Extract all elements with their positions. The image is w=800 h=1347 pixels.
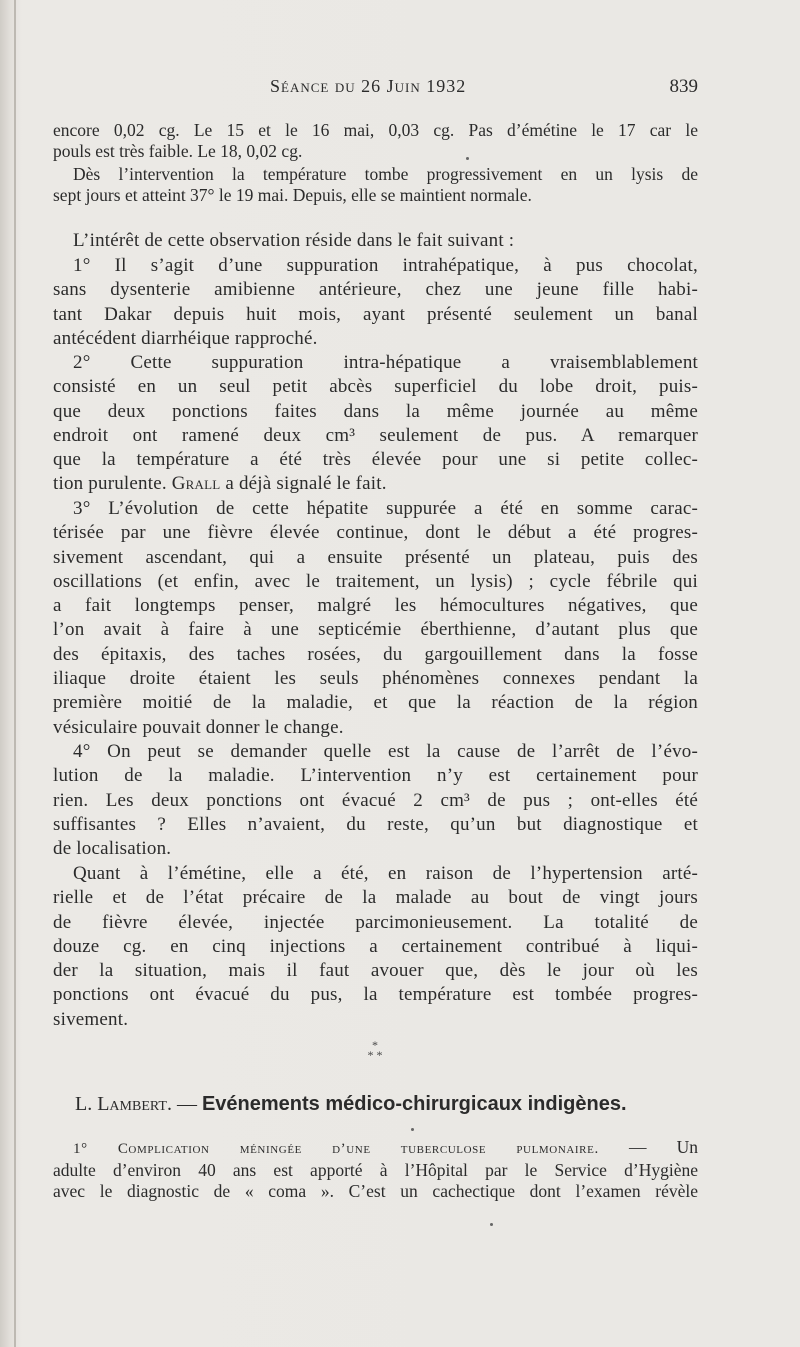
text-line: oscillations (et enfin, avec le traitement, un lysis) ; cycle fébrile qui (53, 570, 698, 592)
page-number: 839 (669, 76, 698, 97)
text-line (53, 1137, 698, 1160)
text-line: encore 0,02 cg. Le 15 et le 16 mai, 0,03 cg. Pas d’émétine le 17 car le (53, 120, 698, 140)
text-line: 3° L’évolution de cette hépatite suppurée a été en somme carac- (73, 498, 698, 519)
text-line: a fait longtemps penser, malgré les hémocultures négatives, que (53, 595, 698, 617)
text-line: ponctions ont évacué du pus, la température est tombée progres- (53, 984, 698, 1006)
paragraph-temperature (53, 164, 698, 206)
text-line: suffisantes ? Elles n’avaient, du reste, qu’un but diagnostique et (53, 813, 698, 835)
text-line: que la température a été très élevée pour une si petite collec- (53, 449, 698, 471)
text-line: 4° On peut se demander quelle est la cause de l’arrêt de l’évo- (73, 741, 698, 762)
text-line: sivement. (53, 1008, 129, 1030)
text-line: première moitié de la maladie, et que la réaction de la région (53, 692, 698, 714)
article-title: Evénements médico-chirurgicaux indigènes. (201, 1093, 627, 1115)
paragraph-point-2 (53, 351, 698, 497)
text-line: endroit ont ramené deux cm³ seulement de pus. A remarquer (53, 424, 698, 446)
paragraph-point-1 (53, 254, 698, 351)
text-line: 1° Il s’agit d’une suppuration intrahépatique, à pus chocolat, (73, 255, 698, 276)
text-line: térisée par une fièvre élevée continue, dont le début a été progres- (53, 522, 698, 544)
cited-author: Grall (171, 473, 221, 495)
paragraph-point-3 (53, 497, 698, 740)
text-line: que deux ponctions faites dans la même journée au même (53, 400, 698, 422)
text-line: de fièvre élevée, injectée parcimonieusement. La totalité de (53, 911, 698, 933)
text-line: adulte d’environ 40 ans est apporté à l’Hôpital par le Service d’Hygiène (53, 1160, 698, 1180)
paragraph-dosage (53, 120, 698, 162)
paragraph-case-1 (53, 1137, 698, 1202)
text-line: sivement ascendant, qui a ensuite présenté un plateau, puis des (53, 546, 698, 568)
text-line: vésiculaire pouvait donner le change. (53, 716, 344, 738)
text-fragment: — Un (598, 1137, 698, 1157)
print-speck (411, 1128, 414, 1131)
text-fragment: tion purulente. (53, 473, 172, 495)
paragraph-emetine (53, 862, 698, 1032)
section-title (75, 1093, 675, 1116)
text-line: pouls est très faible. Le 18, 0,02 cg. (53, 141, 303, 161)
text-line: tant Dakar depuis huit mois, ayant présenté seulement un banal (53, 303, 698, 325)
text-line: L’intérêt de cette observation réside dans le fait suivant : (73, 230, 515, 251)
text-line: rien. Les deux ponctions ont évacué 2 cm³ de pus ; ont-elles été (53, 789, 698, 811)
text-line: sept jours et atteint 37° le 19 mai. Depuis, elle se maintient normale. (53, 185, 532, 205)
author-initial: L. (75, 1093, 98, 1115)
title-dash: . — (166, 1093, 202, 1115)
page-header (54, 76, 698, 102)
text-line (53, 472, 698, 496)
text-line: douze cg. en cinq injections a certainement contribué à liqui- (53, 935, 698, 957)
text-line: iliaque droite étaient les seuls phénomènes connexes pendant la (53, 668, 698, 690)
text-line: avec le diagnostic de « coma ». C’est un cachectique dont l’examen révèle (53, 1181, 698, 1201)
text-line: l’on avait à faire à une septicémie éberthienne, d’autant plus que (53, 619, 698, 641)
asterism-top: * (372, 1038, 378, 1052)
text-line: der la situation, mais il faut avouer que, dès le jour où les (53, 960, 698, 982)
print-speck (466, 157, 469, 160)
text-fragment: a déjà signalé le fait. (220, 473, 387, 495)
text-line: Quant à l’émétine, elle a été, en raison de l’hypertension arté- (73, 863, 698, 884)
text-line: Dès l’intervention la température tombe progressivement en un lysis de (73, 164, 698, 184)
text-line: des épitaxis, des taches rosées, du gargouillement dans la fosse (53, 643, 698, 665)
text-line: lution de la maladie. L’intervention n’y est certainement pour (53, 765, 698, 787)
print-speck (490, 1223, 493, 1226)
text-line: 2° Cette suppuration intra-hépatique a vraisemblablement (73, 352, 698, 373)
paragraph-point-4 (53, 740, 698, 861)
running-head: Séance du 26 Juin 1932 (270, 76, 467, 96)
page-binding-edge (14, 0, 16, 1347)
asterism-bottom: * * (367, 1048, 383, 1062)
text-line: rielle et de l’état précaire de la malade au bout de vingt jours (53, 887, 698, 909)
author-name: Lambert (97, 1093, 167, 1115)
text-line: sans dysenterie amibienne antérieure, chez une jeune fille habi- (53, 279, 698, 301)
text-line: de localisation. (53, 838, 172, 860)
text-line: antécédent diarrhéique rapproché. (53, 327, 318, 349)
text-line: consisté en un seul petit abcès superficiel du lobe droit, puis- (53, 376, 698, 398)
asterism-separator (355, 1040, 395, 1060)
case-heading: 1° Complication méningée d’une tuberculose pulmonaire. (73, 1141, 599, 1157)
paragraph-intro (53, 229, 698, 253)
